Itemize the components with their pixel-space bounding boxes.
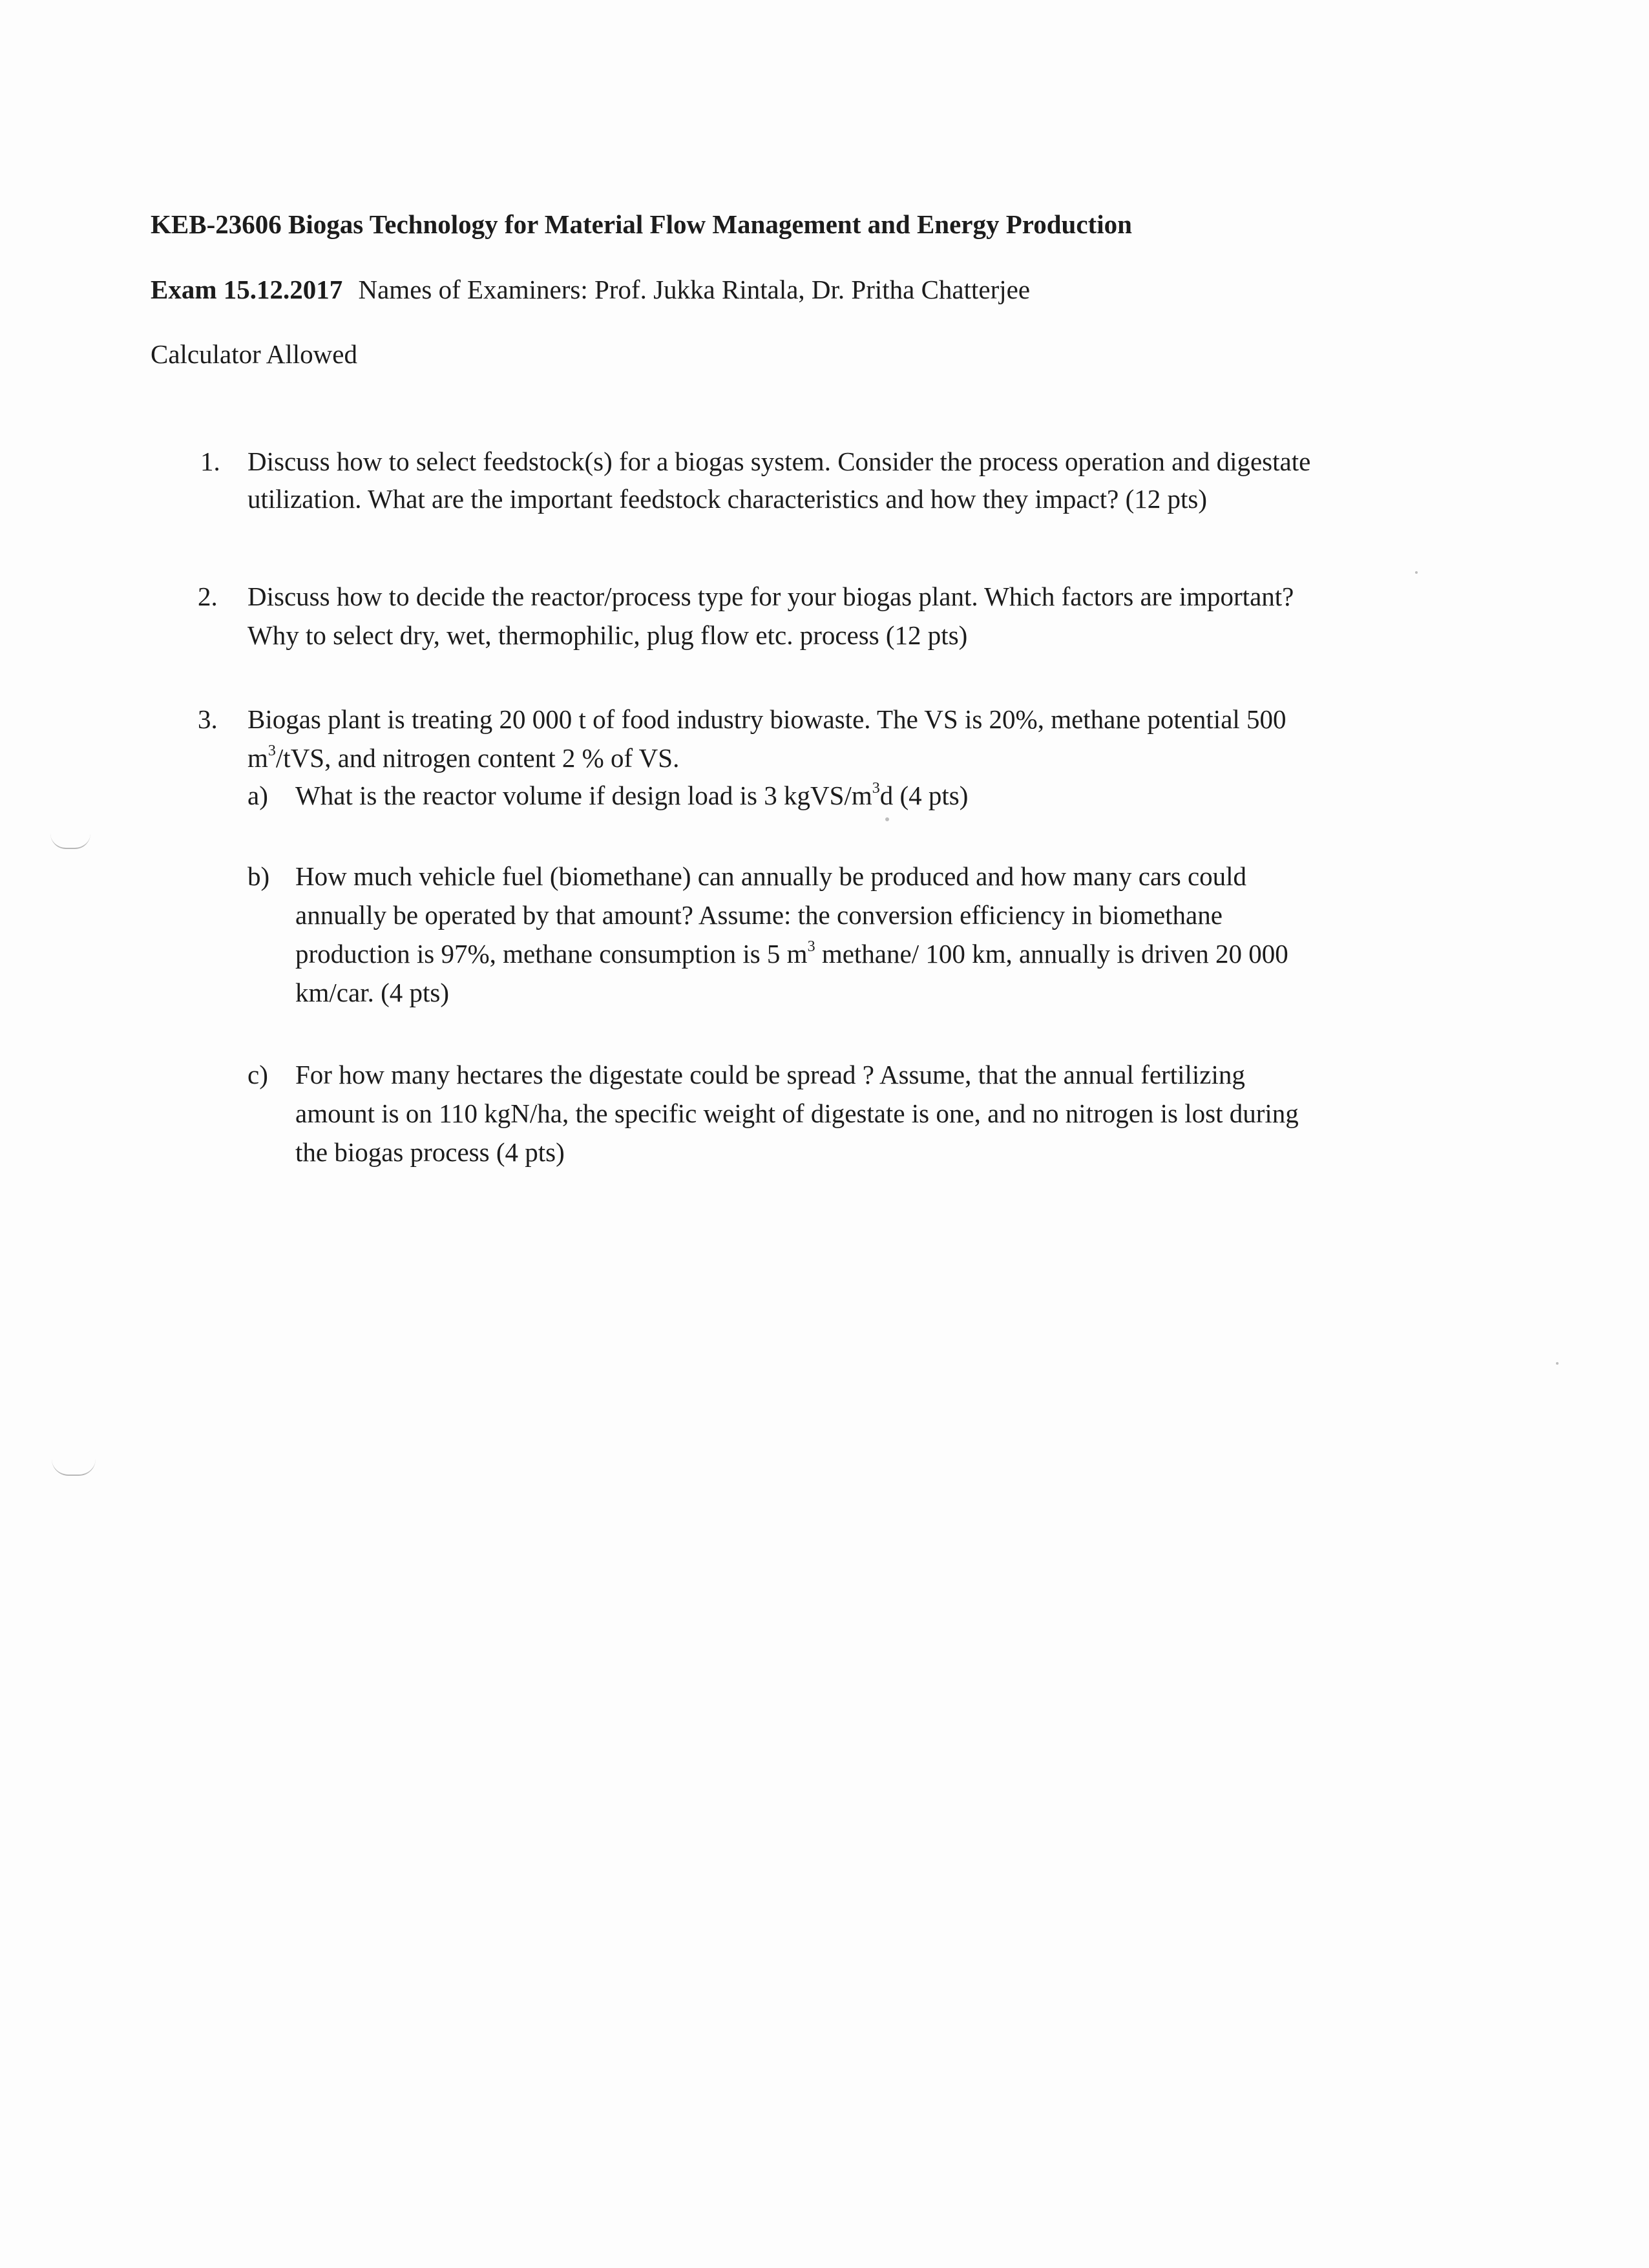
examiners-text: Names of Examiners: Prof. Jukka Rintala, Dr. Pritha Chatterjee bbox=[358, 275, 1031, 304]
question-3c-label: c) bbox=[247, 1060, 268, 1089]
question-3c-line-2: amount is on 110 kgN/ha, the specific weight of digestate is one, and no nitrogen is lost during bbox=[295, 1098, 1299, 1128]
q3b-line-3-pre: production is 97%, methane consumption is 5 m bbox=[295, 939, 808, 969]
question-2-line-2: Why to select dry, wet, thermophilic, plug flow etc. process (12 pts) bbox=[247, 620, 968, 650]
course-title: KEB-23606 Biogas Technology for Material Flow Management and Energy Production bbox=[151, 209, 1132, 239]
q3-unit-m: m bbox=[247, 743, 268, 773]
question-3b-line-2: annually be operated by that amount? Assume: the conversion efficiency in biomethane bbox=[295, 900, 1223, 930]
scan-speck bbox=[885, 817, 889, 821]
q3-line-2-rest: /tVS, and nitrogen content 2 % of VS. bbox=[275, 743, 680, 773]
question-3b-line-1: How much vehicle fuel (biomethane) can annually be produced and how many cars could bbox=[295, 861, 1247, 891]
q3-superscript: 3 bbox=[268, 742, 276, 759]
scan-mark bbox=[50, 834, 90, 849]
question-3b-label: b) bbox=[247, 861, 270, 891]
q3a-superscript: 3 bbox=[872, 780, 880, 797]
question-3-line-2 bbox=[247, 739, 679, 777]
question-3c-line-3: the biogas process (4 pts) bbox=[295, 1137, 565, 1167]
question-1-line-2: utilization. What are the important feedstock characteristics and how they impact? (12 pts) bbox=[247, 484, 1207, 514]
question-3b-line-3 bbox=[295, 934, 1288, 973]
calculator-note: Calculator Allowed bbox=[151, 339, 357, 369]
exam-info-line bbox=[151, 270, 1030, 309]
q3b-line-3-post: methane/ 100 km, annually is driven 20 000 bbox=[815, 939, 1288, 969]
question-1-line-1: Discuss how to select feedstock(s) for a biogas system. Consider the process operation and digestate bbox=[247, 446, 1311, 476]
question-3c-line-1: For how many hectares the digestate could be spread ? Assume, that the annual fertilizing bbox=[295, 1060, 1245, 1089]
question-2-number: 2. bbox=[198, 582, 218, 611]
question-3b-line-4: km/car. (4 pts) bbox=[295, 978, 449, 1007]
question-3a-label: a) bbox=[247, 781, 268, 810]
question-1-number: 1. bbox=[200, 446, 220, 476]
scan-mark bbox=[52, 1459, 96, 1476]
q3b-superscript: 3 bbox=[807, 938, 815, 955]
question-3-number: 3. bbox=[198, 704, 218, 734]
scan-speck bbox=[1415, 571, 1418, 574]
question-3a-text bbox=[295, 776, 968, 815]
question-2-line-1: Discuss how to decide the reactor/process type for your biogas plant. Which factors are important? bbox=[247, 582, 1294, 611]
scan-speck bbox=[1556, 1362, 1559, 1365]
question-3-line-1: Biogas plant is treating 20 000 t of food industry biowaste. The VS is 20%, methane potential 500 bbox=[247, 704, 1287, 734]
q3a-text-post: d (4 pts) bbox=[879, 781, 969, 810]
q3a-text-pre: What is the reactor volume if design load is 3 kgVS/m bbox=[295, 781, 872, 810]
exam-date-label: Exam 15.12.2017 bbox=[151, 275, 343, 304]
